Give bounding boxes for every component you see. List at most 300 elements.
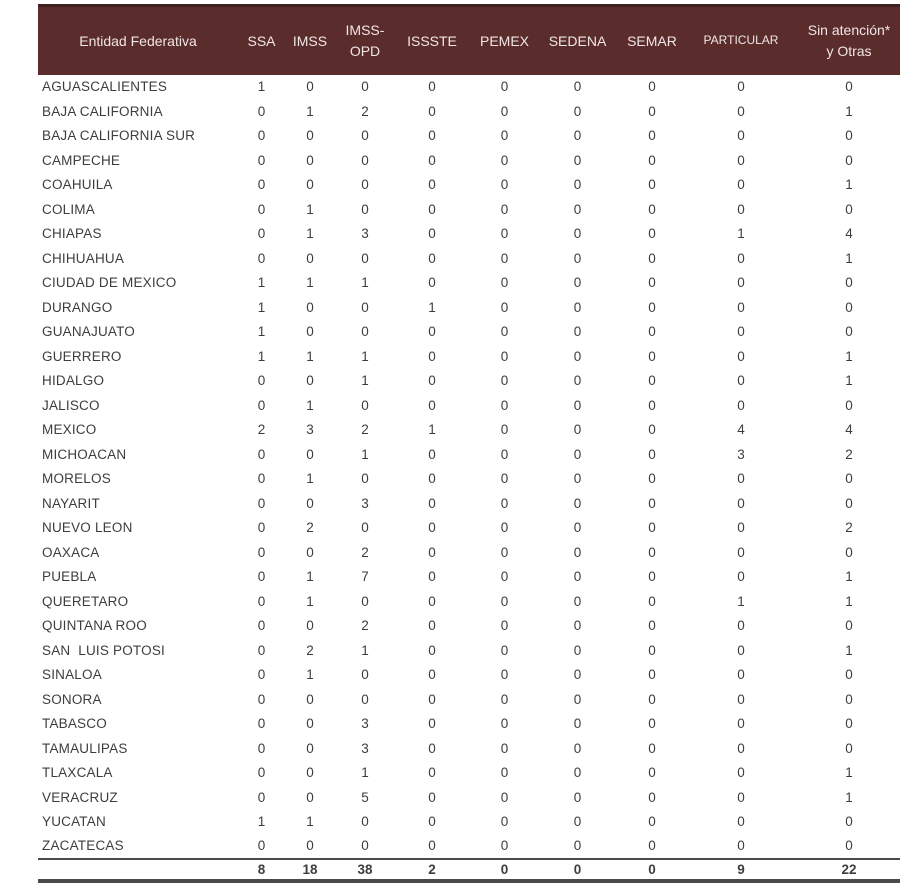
cell-value: 1 [306,226,314,242]
header-row [38,6,900,75]
total-value: 18 [285,859,335,881]
cell-value: 0 [428,79,436,95]
cell-value: 0 [306,299,314,315]
cell-value: 0 [306,765,314,781]
row-label: HIDALGO [42,373,105,389]
table-row [38,124,900,149]
cell-value: 4 [845,422,853,438]
cell-value: 0 [428,201,436,217]
cell-value: 0 [257,593,266,609]
cell-value: 0 [500,691,509,707]
cell-value: 0 [737,691,745,707]
cell-value: 0 [257,103,266,119]
table-row [38,148,900,173]
table-row [38,565,900,590]
row-label: SONORA [42,691,102,707]
cell-value: 1 [257,324,266,340]
cell-value: 0 [737,275,745,291]
column-header-sedena: SEDENA [540,6,615,75]
cell-value: 0 [648,814,656,830]
cell-value: 0 [257,838,266,854]
cell-value: 0 [500,128,509,144]
cell-value: 0 [361,299,369,315]
cell-value: 0 [573,569,582,585]
total-value: 8 [238,859,285,881]
cell-value: 0 [648,642,656,658]
cell-value: 0 [573,324,582,340]
cell-value: 0 [845,299,853,315]
table-row [38,467,900,492]
cell-value: 0 [648,691,656,707]
row-label: NAYARIT [42,495,100,511]
column-header-pemex: PEMEX [469,6,540,75]
cell-value: 0 [737,128,745,144]
cell-value: 0 [500,250,509,266]
cell-value: 0 [648,299,656,315]
table-row [38,638,900,663]
cell-value: 2 [361,103,369,119]
column-header-ssa: SSA [238,6,285,75]
cell-value: 0 [573,789,582,805]
row-label: QUERETARO [42,593,129,609]
cell-value: 0 [845,814,853,830]
cell-value: 0 [306,789,314,805]
cell-value: 0 [428,691,436,707]
cell-value: 0 [428,642,436,658]
cell-value: 0 [500,765,509,781]
cell-value: 0 [361,250,369,266]
cell-value: 3 [361,716,369,732]
cell-value: 0 [361,520,369,536]
column-header-imss: IMSS [285,6,335,75]
cell-value: 0 [361,814,369,830]
cell-value: 0 [500,275,509,291]
cell-value: 0 [500,299,509,315]
cell-value: 0 [428,275,436,291]
row-label: CHIAPAS [42,226,102,242]
row-label: QUINTANA ROO [42,618,147,634]
cell-value: 0 [428,128,436,144]
cell-value: 0 [573,275,582,291]
cell-value: 1 [257,299,266,315]
cell-value: 0 [648,569,656,585]
cell-value: 0 [573,226,582,242]
row-label: COAHUILA [42,177,113,193]
cell-value: 1 [306,667,314,683]
cell-value: 1 [306,814,314,830]
cell-value: 0 [257,740,266,756]
cell-value: 2 [361,422,369,438]
cell-value: 0 [306,152,314,168]
cell-value: 0 [737,716,745,732]
cell-value: 0 [648,226,656,242]
cell-value: 0 [737,299,745,315]
cell-value: 0 [573,201,582,217]
total-value: 22 [793,859,900,881]
total-value: 2 [395,859,469,881]
cell-value: 1 [845,642,853,658]
cell-value: 0 [428,348,436,364]
cell-value: 0 [428,544,436,560]
cell-value: 0 [257,446,266,462]
cell-value: 0 [648,667,656,683]
cell-value: 0 [428,397,436,413]
cell-value: 0 [257,152,266,168]
cell-value: 0 [428,250,436,266]
cell-value: 0 [500,593,509,609]
table-row [38,442,900,467]
cell-value: 0 [306,838,314,854]
cell-value: 0 [306,79,314,95]
cell-value: 0 [500,814,509,830]
cell-value: 2 [257,422,266,438]
row-label: CHIHUAHUA [42,250,125,266]
cell-value: 1 [257,348,266,364]
table-row [38,344,900,369]
cell-value: 0 [648,740,656,756]
cell-value: 0 [257,250,266,266]
cell-value: 0 [500,642,509,658]
total-value: 9 [689,859,793,881]
cell-value: 0 [573,520,582,536]
table-row [38,99,900,124]
cell-value: 0 [257,618,266,634]
cell-value: 0 [500,838,509,854]
cell-value: 0 [257,128,266,144]
cell-value: 0 [845,128,853,144]
cell-value: 0 [648,324,656,340]
cell-value: 0 [428,667,436,683]
cell-value: 0 [428,471,436,487]
cell-value: 0 [306,177,314,193]
cell-value: 0 [306,128,314,144]
cell-value: 0 [428,740,436,756]
table-row [38,295,900,320]
cell-value: 0 [845,201,853,217]
cell-value: 0 [500,422,509,438]
table-row [38,785,900,810]
cell-value: 0 [361,838,369,854]
row-label: GUERRERO [42,348,122,364]
cell-value: 0 [573,152,582,168]
cell-value: 0 [573,128,582,144]
row-label: JALISCO [42,397,100,413]
cell-value: 0 [573,397,582,413]
cell-value: 0 [306,250,314,266]
cell-value: 0 [428,716,436,732]
cell-value: 0 [257,667,266,683]
cell-value: 0 [737,79,745,95]
cell-value: 0 [257,397,266,413]
cell-value: 0 [257,691,266,707]
cell-value: 0 [428,765,436,781]
cell-value: 0 [648,618,656,634]
cell-value: 0 [737,373,745,389]
cell-value: 0 [573,642,582,658]
row-label: TLAXCALA [42,765,113,781]
row-label: OAXACA [42,544,100,560]
cell-value: 0 [573,299,582,315]
row-label: ZACATECAS [42,838,124,854]
cell-value: 0 [361,201,369,217]
cell-value: 3 [306,422,314,438]
row-label: TABASCO [42,716,107,732]
cell-value: 1 [845,569,853,585]
cell-value: 0 [648,593,656,609]
cell-value: 1 [306,397,314,413]
cell-value: 1 [257,275,266,291]
cell-value: 0 [648,397,656,413]
table-row [38,516,900,541]
cell-value: 0 [500,103,509,119]
cell-value: 0 [306,324,314,340]
cell-value: 0 [648,152,656,168]
row-label: SAN LUIS POTOSI [42,642,165,658]
cell-value: 0 [737,324,745,340]
cell-value: 1 [257,814,266,830]
cell-value: 1 [306,348,314,364]
table-row [38,810,900,835]
row-label: CIUDAD DE MEXICO [42,275,177,291]
cell-value: 0 [361,152,369,168]
table-row [38,687,900,712]
cell-value: 0 [648,789,656,805]
cell-value: 0 [845,838,853,854]
cell-value: 0 [573,79,582,95]
cell-value: 0 [257,544,266,560]
cell-value: 3 [361,740,369,756]
table-row [38,418,900,443]
cell-value: 0 [428,324,436,340]
cell-value: 1 [361,446,369,462]
cell-value: 0 [737,201,745,217]
cell-value: 0 [361,667,369,683]
cell-value: 0 [845,618,853,634]
cell-value: 0 [648,250,656,266]
table-row [38,589,900,614]
cell-value: 4 [737,422,745,438]
table-row [38,712,900,737]
cell-value: 0 [500,544,509,560]
cell-value: 1 [361,373,369,389]
table-row [38,75,900,100]
cell-value: 0 [737,814,745,830]
cell-value: 0 [573,740,582,756]
cell-value: 0 [648,495,656,511]
cell-value: 0 [648,275,656,291]
cell-value: 0 [361,471,369,487]
cell-value: 0 [257,177,266,193]
cell-value: 1 [737,226,745,242]
cell-value: 0 [573,103,582,119]
cell-value: 0 [428,103,436,119]
cell-value: 3 [361,226,369,242]
row-label: AGUASCALIENTES [42,79,168,95]
cell-value: 0 [737,569,745,585]
cell-value: 0 [306,691,314,707]
column-header-semar: SEMAR [615,6,689,75]
cell-value: 0 [737,103,745,119]
cell-value: 0 [500,618,509,634]
cell-value: 0 [428,838,436,854]
cell-value: 0 [648,765,656,781]
cell-value: 1 [361,642,369,658]
column-header-particular: PARTICULAR [689,6,793,75]
cell-value: 0 [428,177,436,193]
cell-value: 0 [737,348,745,364]
table-row [38,369,900,394]
cell-value: 1 [845,765,853,781]
row-label: BAJA CALIFORNIA SUR [42,128,196,144]
cell-value: 1 [361,348,369,364]
cell-value: 0 [845,544,853,560]
cell-value: 0 [500,495,509,511]
cell-value: 0 [428,814,436,830]
cell-value: 0 [648,716,656,732]
table-row [38,663,900,688]
cell-value: 2 [845,520,853,536]
cell-value: 1 [845,177,853,193]
cell-value: 0 [845,740,853,756]
cell-value: 0 [257,765,266,781]
cell-value: 0 [737,740,745,756]
cell-value: 0 [845,667,853,683]
cell-value: 0 [500,152,509,168]
cell-value: 1 [306,593,314,609]
cell-value: 0 [257,789,266,805]
cell-value: 0 [428,226,436,242]
cell-value: 0 [257,716,266,732]
row-label: BAJA CALIFORNIA [42,103,163,119]
cell-value: 0 [573,593,582,609]
cell-value: 0 [573,422,582,438]
totals-row [38,859,900,881]
cell-value: 0 [573,765,582,781]
table-row [38,246,900,271]
table-row [38,197,900,222]
table-container [38,4,900,883]
table-row [38,491,900,516]
cell-value: 0 [500,226,509,242]
cell-value: 0 [573,691,582,707]
cell-value: 0 [648,520,656,536]
row-label: VERACRUZ [42,789,118,805]
cell-value: 0 [428,495,436,511]
cell-value: 0 [845,275,853,291]
column-header-entidad: Entidad Federativa [38,6,238,75]
cell-value: 1 [845,593,853,609]
cell-value: 0 [257,373,266,389]
cell-value: 0 [500,520,509,536]
cell-value: 0 [306,446,314,462]
data-table [38,4,900,883]
cell-value: 0 [737,471,745,487]
cell-value: 0 [361,691,369,707]
row-label: SINALOA [42,667,102,683]
cell-value: 0 [257,642,266,658]
cell-value: 0 [257,520,266,536]
cell-value: 0 [573,446,582,462]
cell-value: 0 [428,446,436,462]
table-row [38,614,900,639]
table-row [38,540,900,565]
cell-value: 0 [428,593,436,609]
cell-value: 0 [500,373,509,389]
cell-value: 1 [306,569,314,585]
cell-value: 0 [306,373,314,389]
column-header-issste: ISSSTE [395,6,469,75]
cell-value: 1 [306,201,314,217]
row-label: MEXICO [42,422,97,438]
cell-value: 0 [428,789,436,805]
cell-value: 0 [361,79,369,95]
cell-value: 0 [648,422,656,438]
cell-value: 0 [737,642,745,658]
cell-value: 0 [306,495,314,511]
cell-value: 0 [845,324,853,340]
cell-value: 2 [361,544,369,560]
cell-value: 1 [845,250,853,266]
cell-value: 3 [737,446,745,462]
cell-value: 0 [573,814,582,830]
cell-value: 0 [361,128,369,144]
cell-value: 0 [257,471,266,487]
cell-value: 0 [428,373,436,389]
total-value: 0 [615,859,689,881]
cell-value: 0 [737,152,745,168]
table-row [38,320,900,345]
cell-value: 0 [737,618,745,634]
row-label: TAMAULIPAS [42,740,128,756]
cell-value: 0 [500,740,509,756]
cell-value: 0 [306,544,314,560]
cell-value: 0 [500,569,509,585]
cell-value: 0 [573,373,582,389]
cell-value: 0 [648,838,656,854]
total-value: 0 [540,859,615,881]
cell-value: 0 [306,716,314,732]
table-row [38,271,900,296]
cell-value: 1 [257,79,266,95]
cell-value: 1 [737,593,745,609]
cell-value: 0 [648,128,656,144]
cell-value: 0 [737,520,745,536]
cell-value: 0 [573,667,582,683]
cell-value: 0 [500,79,509,95]
cell-value: 1 [306,471,314,487]
cell-value: 0 [737,544,745,560]
cell-value: 1 [845,373,853,389]
cell-value: 0 [648,446,656,462]
cell-value: 0 [573,716,582,732]
cell-value: 0 [737,250,745,266]
table-row [38,173,900,198]
table-row [38,393,900,418]
cell-value: 0 [257,495,266,511]
table-row [38,222,900,247]
cell-value: 2 [306,520,314,536]
cell-value: 0 [361,324,369,340]
row-label: DURANGO [42,299,113,315]
cell-value: 1 [306,275,314,291]
cell-value: 2 [845,446,853,462]
cell-value: 1 [845,348,853,364]
cell-value: 0 [306,740,314,756]
row-label: NUEVO LEON [42,520,133,536]
row-label: CAMPECHE [42,152,121,168]
cell-value: 0 [648,544,656,560]
cell-value: 0 [737,838,745,854]
